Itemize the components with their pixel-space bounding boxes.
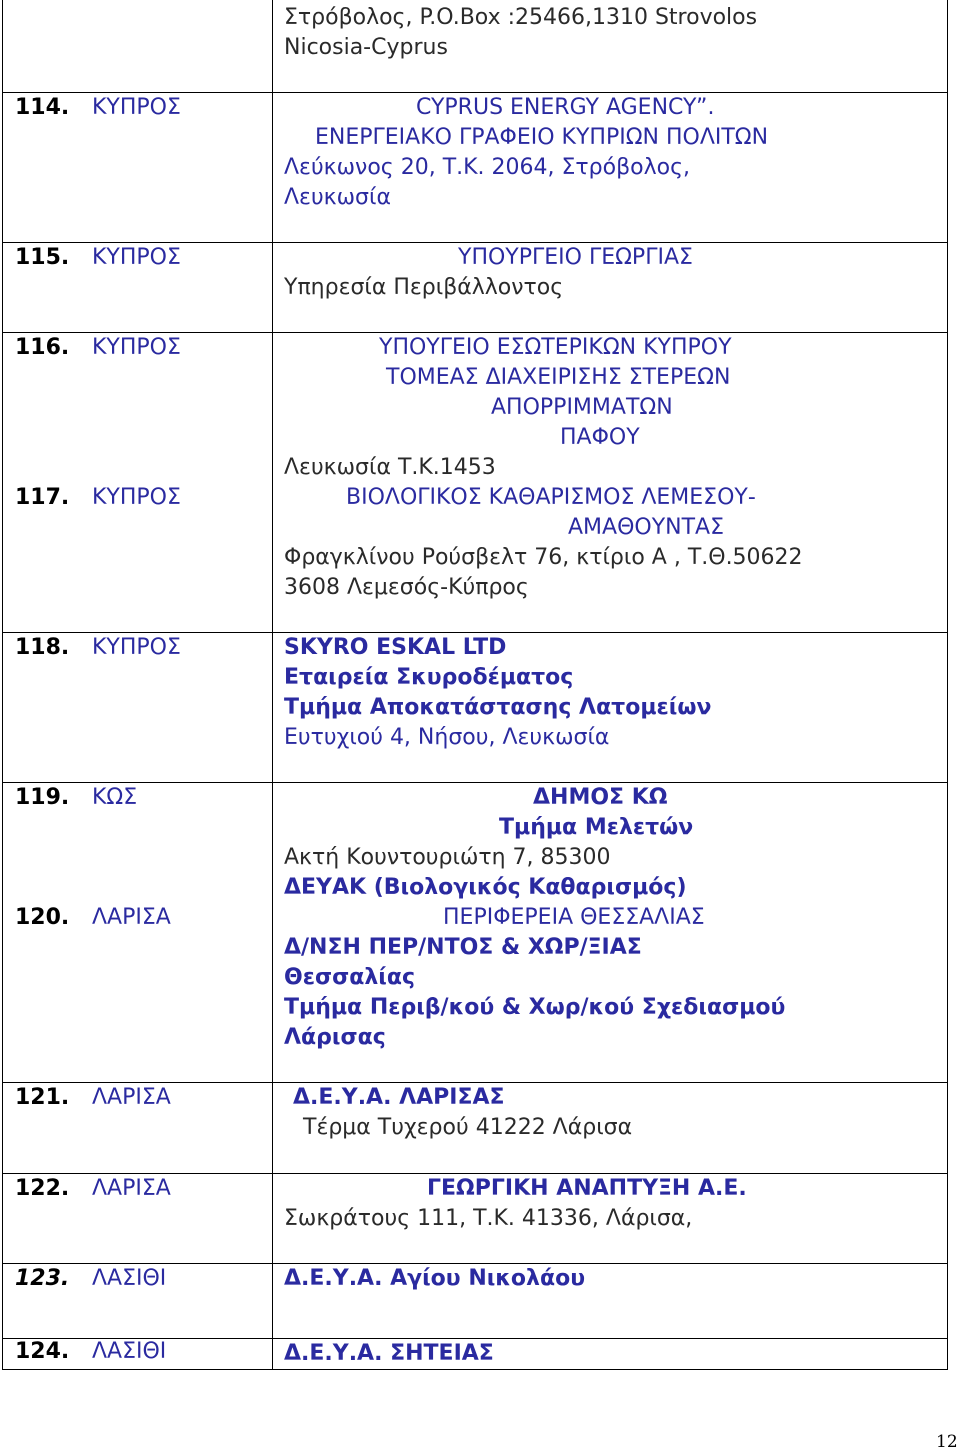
table-row bbox=[3, 0, 947, 93]
org-name: ΔΗΜΟΣ ΚΩ bbox=[533, 785, 668, 810]
row-number: 119. bbox=[15, 785, 70, 810]
org-name: ΠΕΡΙΦΕΡΕΙΑ ΘΕΣΣΑΛΙΑΣ bbox=[443, 905, 705, 930]
row-number: 115. bbox=[15, 245, 70, 270]
row-location: ΛΑΣΙΘΙ bbox=[92, 1339, 167, 1364]
table-row bbox=[3, 1083, 947, 1174]
org-address: Λευκωσία Τ.Κ.1453 bbox=[284, 455, 496, 480]
org-address: Λευκωσία bbox=[284, 185, 391, 210]
org-address: 3608 Λεμεσός-Κύπρος bbox=[284, 575, 529, 600]
org-line: Στρόβολος, P.O.Box :25466,1310 Strovolos bbox=[284, 5, 758, 30]
org-department: Τμήμα Μελετών bbox=[499, 815, 694, 840]
org-address: Τέρμα Τυχερού 41222 Λάρισα bbox=[303, 1115, 633, 1140]
org-address: Ευτυχιού 4, Νήσου, Λευκωσία bbox=[284, 725, 610, 750]
org-name: SKYRO ESKAL LTD bbox=[284, 635, 507, 660]
row-number: 116. bbox=[15, 335, 70, 360]
page-number: 12 bbox=[936, 1432, 958, 1452]
org-name: ΒΙΟΛΟΓΙΚΟΣ ΚΑΘΑΡΙΣΜΟΣ ΛΕΜΕΣΟΥ- bbox=[346, 485, 756, 510]
org-name: Δ.Ε.Υ.Α. ΣΗΤΕΙΑΣ bbox=[284, 1341, 494, 1366]
table-row bbox=[3, 1174, 947, 1264]
row-number: 123. bbox=[15, 1266, 70, 1291]
org-department: Λάρισας bbox=[284, 1025, 386, 1050]
table-row bbox=[3, 633, 947, 783]
org-address: Ακτή Κουντουριώτη 7, 85300 bbox=[284, 845, 611, 870]
org-name: ΥΠΟΥΓΕΙΟ ΕΣΩΤΕΡΙΚΩΝ ΚΥΠΡΟΥ bbox=[379, 335, 732, 360]
row-location: ΚΥΠΡΟΣ bbox=[92, 635, 181, 660]
row-number: 117. bbox=[15, 485, 70, 510]
org-address: Λεύκωνος 20, Τ.Κ. 2064, Στρόβολος, bbox=[284, 155, 690, 180]
row-number: 120. bbox=[15, 905, 70, 930]
org-name: ΠΑΦΟΥ bbox=[560, 425, 640, 450]
org-name: ΓΕΩΡΓΙΚΗ ΑΝΑΠΤΥΞΗ Α.Ε. bbox=[427, 1176, 747, 1201]
table-row bbox=[3, 1264, 947, 1339]
org-name: CYPRUS ENERGY AGENCY”. bbox=[416, 95, 715, 120]
org-name: ΑΠΟΡΡΙΜΜΑΤΩΝ bbox=[491, 395, 673, 420]
org-department: ΔΕΥΑΚ (Βιολογικός Καθαρισμός) bbox=[284, 875, 687, 900]
row-number: 114. bbox=[15, 95, 70, 120]
table-row bbox=[3, 1339, 947, 1370]
org-department: Τμήμα Περιβ/κού & Χωρ/κού Σχεδιασμού bbox=[284, 995, 786, 1020]
org-name: ΤΟΜΕΑΣ ΔΙΑΧΕΙΡΙΣΗΣ ΣΤΕΡΕΩΝ bbox=[386, 365, 731, 390]
org-department: Υπηρεσία Περιβάλλοντος bbox=[284, 275, 564, 300]
org-address: Φραγκλίνου Ρούσβελτ 76, κτίριο Α , Τ.Θ.50622 bbox=[284, 545, 803, 570]
row-number: 124. bbox=[15, 1339, 70, 1364]
row-location: ΚΥΠΡΟΣ bbox=[92, 335, 181, 360]
org-department: Θεσσαλίας bbox=[284, 965, 415, 990]
row-number: 118. bbox=[15, 635, 70, 660]
org-name: ΑΜΑΘΟΥΝΤΑΣ bbox=[568, 515, 724, 540]
row-location: ΚΥΠΡΟΣ bbox=[92, 95, 181, 120]
org-line: Nicosia-Cyprus bbox=[284, 35, 448, 60]
row-location: ΛΑΡΙΣΑ bbox=[92, 1085, 171, 1110]
org-name: ΥΠΟΥΡΓΕΙΟ ΓΕΩΡΓΙΑΣ bbox=[458, 245, 693, 270]
org-name: Εταιρεία Σκυροδέματος bbox=[284, 665, 574, 690]
organizations-table bbox=[2, 0, 948, 1370]
org-name: ΕΝΕΡΓΕΙΑΚΟ ΓΡΑΦΕΙΟ ΚΥΠΡΙΩΝ ΠΟΛΙΤΩΝ bbox=[315, 125, 769, 150]
org-address: Σωκράτους 111, Τ.Κ. 41336, Λάρισα, bbox=[284, 1206, 693, 1231]
row-location: ΚΥΠΡΟΣ bbox=[92, 485, 181, 510]
row-location: ΚΩΣ bbox=[92, 785, 138, 810]
org-name: Δ.Ε.Υ.Α. Αγίου Νικολάου bbox=[284, 1266, 586, 1291]
row-location: ΛΑΡΙΣΑ bbox=[92, 905, 171, 930]
row-number: 122. bbox=[15, 1176, 70, 1201]
org-department: Τμήμα Αποκατάστασης Λατομείων bbox=[284, 695, 712, 720]
table-row bbox=[3, 93, 947, 243]
org-department: Δ/ΝΣΗ ΠΕΡ/ΝΤΟΣ & ΧΩΡ/ΞΙΑΣ bbox=[284, 935, 642, 960]
table-row bbox=[3, 783, 947, 1083]
row-number: 121. bbox=[15, 1085, 70, 1110]
row-location: ΚΥΠΡΟΣ bbox=[92, 245, 181, 270]
org-name: Δ.Ε.Υ.Α. ΛΑΡΙΣΑΣ bbox=[293, 1085, 505, 1110]
table-row bbox=[3, 243, 947, 333]
row-location: ΛΑΡΙΣΑ bbox=[92, 1176, 171, 1201]
table-row bbox=[3, 333, 947, 633]
row-location: ΛΑΣΙΘΙ bbox=[92, 1266, 167, 1291]
